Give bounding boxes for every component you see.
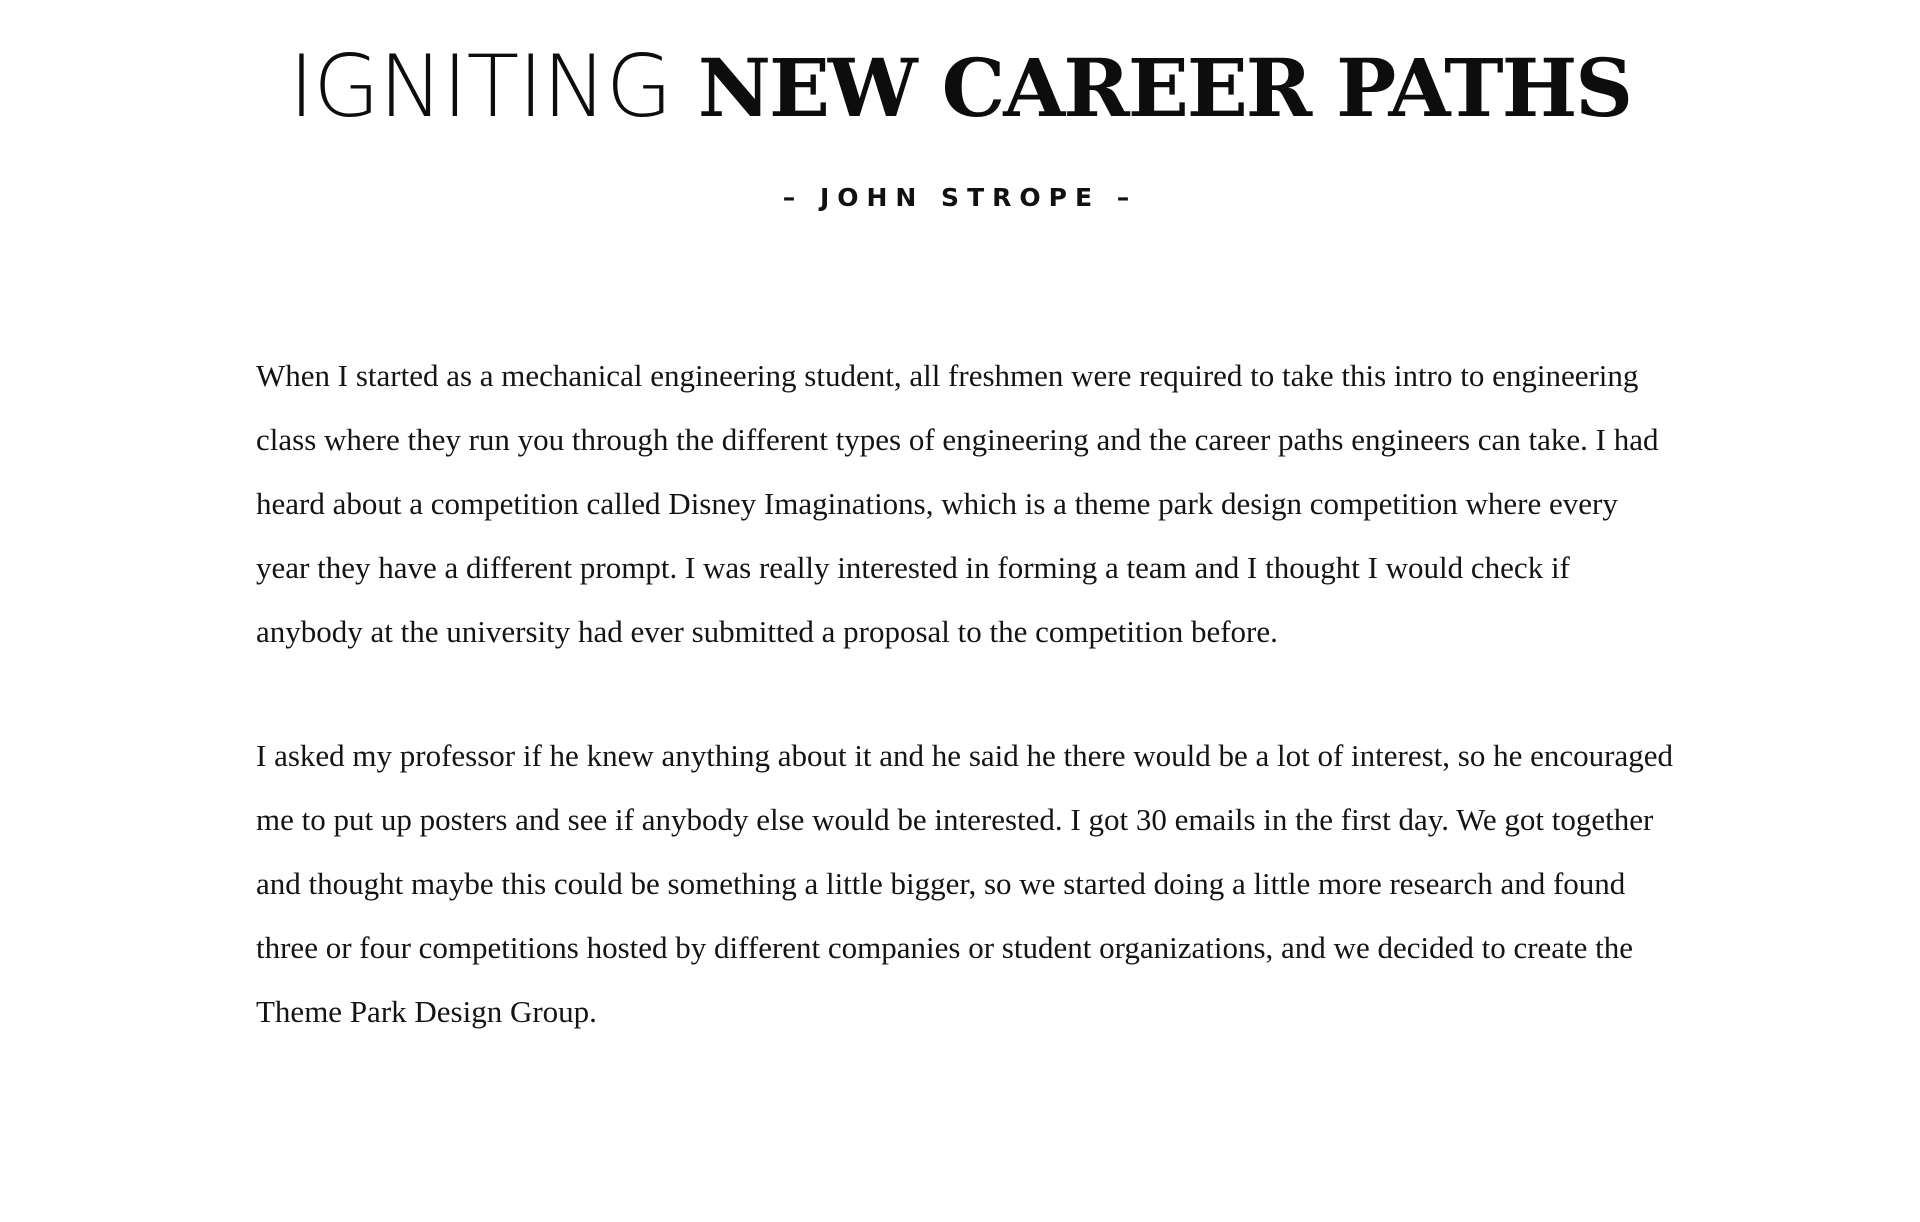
paragraph: When I started as a mechanical engineering student, all freshmen were required to take this intro to engineering class where they run you through the different types of engineering and the career paths engineers can take. I had heard about a competition called Disney Imaginations, which is a theme park design competition where every year they have a different prompt. I was really interested in forming a team and I thought I would check if anybody at the university had ever submitted a proposal to the competition before. [256,358,1659,649]
author-byline: – JOHN STROPE – [782,183,1138,212]
article-body [256,344,1676,1104]
headline [0,30,1920,143]
paragraph: I asked my professor if he knew anything about it and he said he there would be a lot of interest, so he encouraged me to put up posters and see if anybody else would be interested. I got 30 emails in the first day. We got together and thought maybe this could be something a little bigger, so we started doing a little more research and found three or four competitions hosted by different companies or student organizations, and we decided to create the Theme Park Design Group. [256,738,1673,1029]
headline-light-part: IGNITING [288,37,698,137]
headline-bold-part: NEW CAREER PATHS [697,41,1632,135]
